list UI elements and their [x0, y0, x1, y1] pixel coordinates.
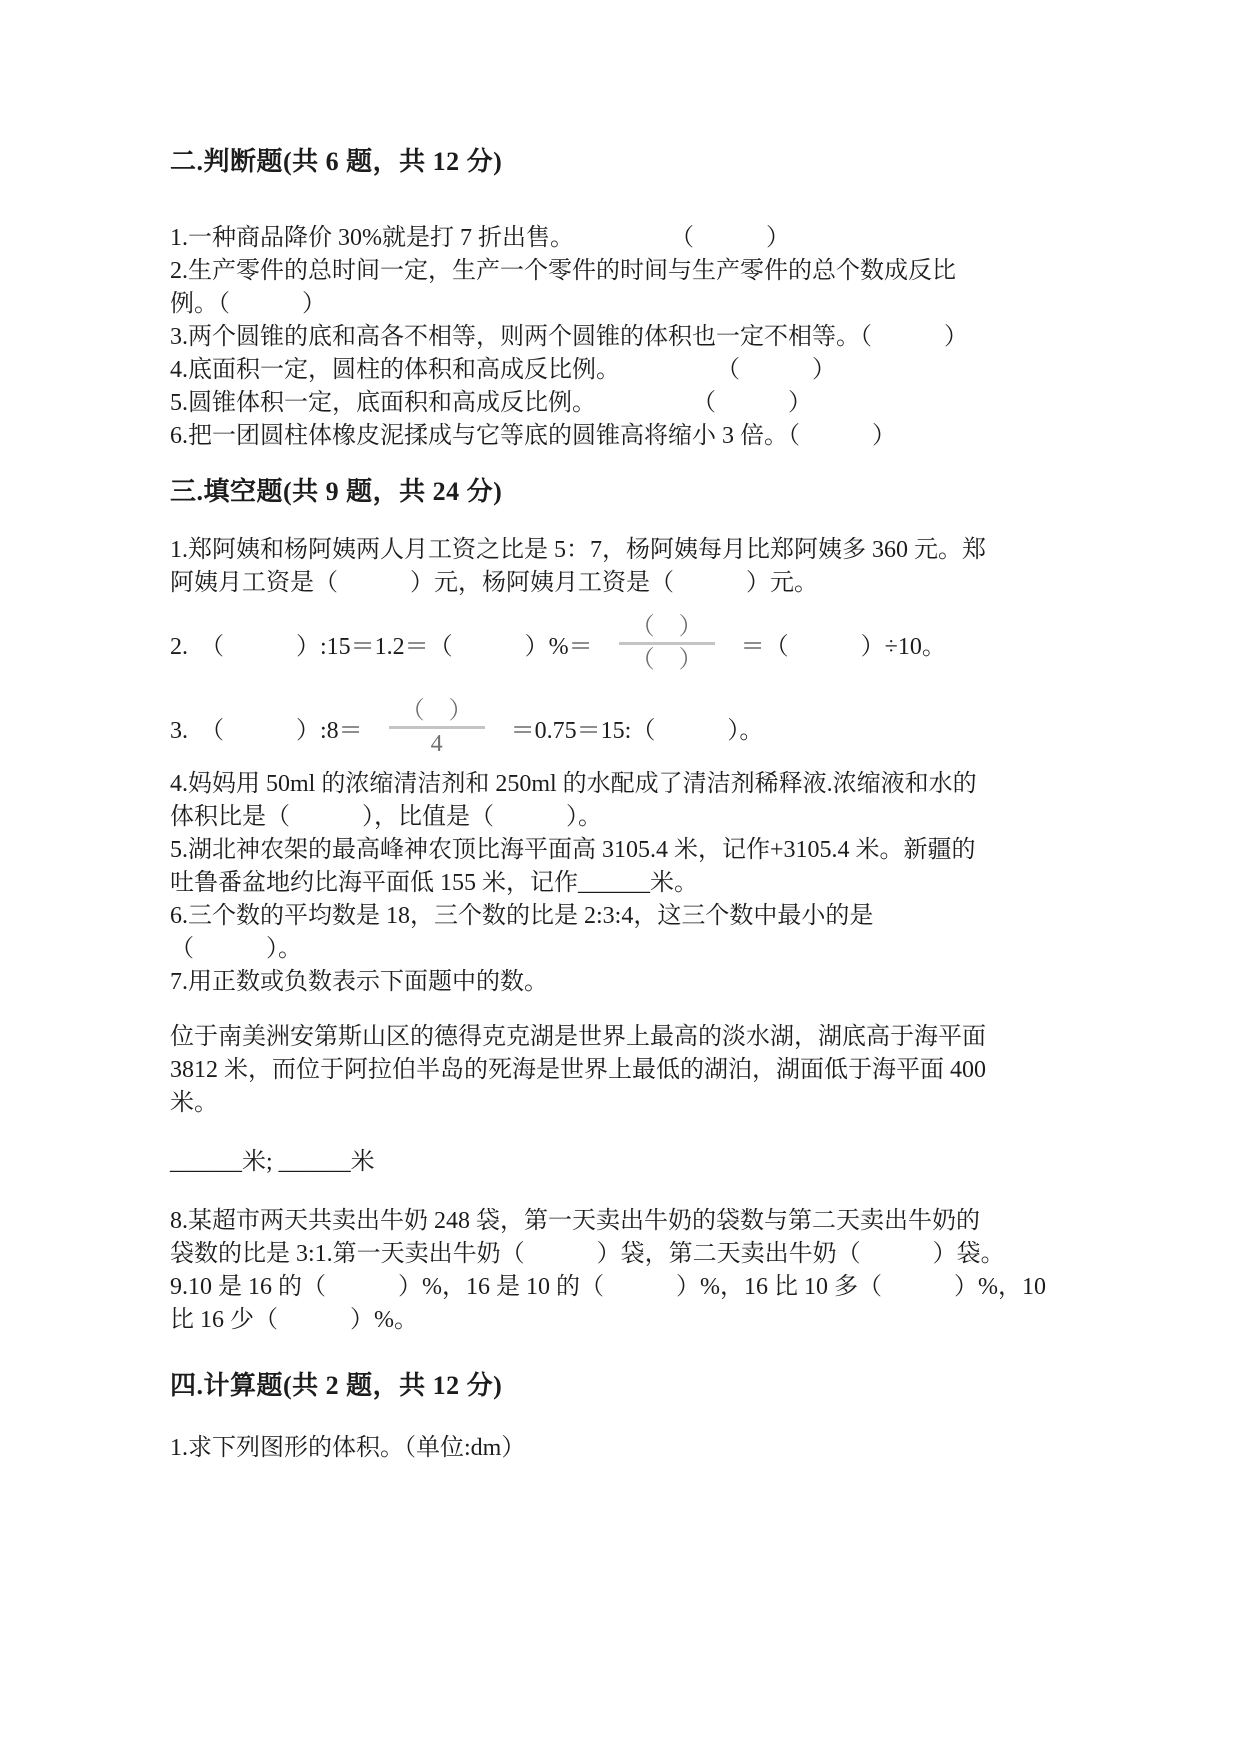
judge-q5: 5.圆锥体积一定，底面积和高成反比例。 （ ）	[170, 390, 812, 416]
section-judge-heading: 二.判断题(共 6 题，共 12 分)	[170, 147, 503, 176]
fill-q3-fraction	[389, 698, 485, 757]
fill-q2	[170, 600, 1085, 686]
judge-q2-line2: 例。（ ）	[170, 291, 326, 317]
fill-q7-intro: 7.用正数或负数表示下面题中的数。	[170, 969, 548, 995]
fill-q6-line1: 6.三个数的平均数是 18，三个数的比是 2:3:4，这三个数中最小的是	[170, 903, 874, 929]
fraction-bar	[389, 726, 485, 729]
fill-q1-line1: 1.郑阿姨和杨阿姨两人月工资之比是 5：7，杨阿姨每月比郑阿姨多 360 元。郑	[170, 537, 986, 563]
fraction-numerator: （ ）	[400, 697, 473, 724]
section-judge-questions	[170, 222, 1085, 453]
section-fill-questions	[170, 534, 1085, 1337]
section-fill-heading: 三.填空题(共 9 题，共 24 分)	[170, 477, 503, 506]
judge-q2-line1: 2.生产零件的总时间一定，生产一个零件的时间与生产零件的总个数成反比	[170, 258, 956, 284]
fill-q5-line1: 5.湖北神农架的最高峰神农顶比海平面高 3105.4 米，记作+3105.4 米。新疆的	[170, 837, 976, 863]
fill-q6-line2: （ ）。	[170, 936, 302, 962]
fill-q2-fraction	[619, 614, 715, 673]
fill-q2-suffix: ＝（ ）÷10。	[740, 633, 946, 660]
fill-q7-para-line2: 3812 米，而位于阿拉伯半岛的死海是世界上最低的湖泊，湖面低于海平面 400	[170, 1057, 986, 1083]
fill-q5-line2: 吐鲁番盆地约比海平面低 155 米，记作______米。	[170, 870, 698, 896]
fill-q3-prefix: 3. （ ）:8＝	[170, 717, 363, 744]
fill-q1-line2: 阿姨月工资是（ ）元，杨阿姨月工资是（ ）元。	[170, 570, 818, 596]
fill-q4-line1: 4.妈妈用 50ml 的浓缩清洁剂和 250ml 的水配成了清洁剂稀释液.浓缩液和水的	[170, 771, 977, 797]
exam-content	[170, 145, 1085, 1465]
fill-q3	[170, 686, 1085, 768]
judge-q6: 6.把一团圆柱体橡皮泥揉成与它等底的圆锥高将缩小 3 倍。（ ）	[170, 423, 896, 449]
fill-q9-line1: 9.10 是 16 的（ ）%，16 是 10 的（ ）%，16 比 10 多（ ）%，10	[170, 1274, 1046, 1300]
fill-q9-line2: 比 16 少（ ）%。	[170, 1307, 418, 1333]
calc-q1: 1.求下列图形的体积。（单位:dm）	[170, 1435, 526, 1461]
fill-q2-prefix: 2. （ ）:15＝1.2＝（ ）%＝	[170, 633, 593, 660]
section-calc-heading: 四.计算题(共 2 题，共 12 分)	[170, 1371, 503, 1400]
fill-q7-answer-blanks: ______米; ______米	[170, 1149, 375, 1175]
fill-q7-para-line3: 米。	[170, 1090, 218, 1116]
fraction-bar	[619, 642, 715, 645]
fill-q4-line2: 体积比是（ ），比值是（ ）。	[170, 804, 602, 830]
fraction-denominator: （ ）	[630, 646, 703, 673]
judge-q4: 4.底面积一定，圆柱的体积和高成反比例。 （ ）	[170, 357, 836, 383]
fill-q7-para-line1: 位于南美洲安第斯山区的德得克克湖是世界上最高的淡水湖，湖底高于海平面	[170, 1024, 986, 1050]
fraction-numerator: （ ）	[630, 613, 703, 640]
judge-q1: 1.一种商品降价 30%就是打 7 折出售。 （ ）	[170, 225, 790, 251]
fill-q7-paragraph	[170, 1021, 1085, 1120]
fill-q8-line1: 8.某超市两天共卖出牛奶 248 袋，第一天卖出牛奶的袋数与第二天卖出牛奶的	[170, 1208, 980, 1234]
section-calc-questions	[170, 1432, 1085, 1465]
fill-q3-suffix: ＝0.75＝15:（ ）。	[510, 717, 764, 744]
fill-q8-line2: 袋数的比是 3:1.第一天卖出牛奶（ ）袋，第二天卖出牛奶（ ）袋。	[170, 1241, 1005, 1267]
fraction-denominator: 4	[430, 730, 443, 757]
judge-q3: 3.两个圆锥的底和高各不相等，则两个圆锥的体积也一定不相等。（ ）	[170, 324, 968, 350]
